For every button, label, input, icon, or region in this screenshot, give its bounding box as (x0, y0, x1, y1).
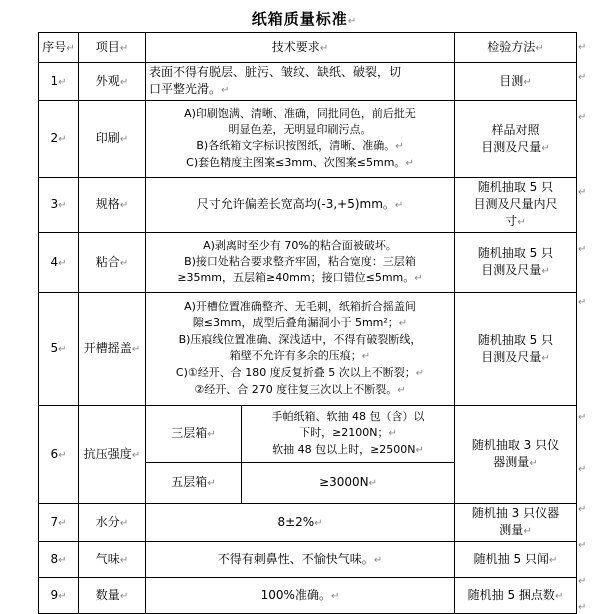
sub-item-three-layer: 三层箱↵ (146, 406, 242, 463)
header-cell: 项目↵ (79, 33, 146, 63)
quality-standard-table (38, 32, 577, 614)
row-item: 粘合↵ (79, 233, 146, 293)
paragraph-mark: ↵ (578, 576, 587, 587)
header-cell: 检验方法↵ (455, 33, 577, 63)
row-number: 9↵ (39, 578, 79, 614)
row-requirement: 100%准确。↵ (146, 578, 455, 614)
row-requirement: 表面不得有脱层、脏污、皱纹、缺纸、破裂，切 口平整光滑。↵ (146, 63, 455, 101)
table-row (39, 504, 577, 542)
row-item: 水分↵ (79, 504, 146, 542)
row-number: 1↵ (39, 63, 79, 101)
table-row (39, 293, 577, 406)
row-number: 6↵ (39, 406, 79, 504)
paragraph-mark: ↵ (578, 72, 587, 83)
paragraph-mark: ↵ (347, 16, 358, 27)
row-number: 4↵ (39, 233, 79, 293)
table-header-row (39, 33, 577, 63)
row-requirement: 8±2%↵ (146, 504, 455, 542)
sub-requirement: 手帕纸箱、软抽 48 包（含）以 下时，≥2100N；↵ 软抽 48 包以上时，≥2500N↵ (242, 406, 455, 463)
paragraph-mark: ↵ (578, 244, 587, 255)
paragraph-mark: ↵ (578, 602, 587, 613)
paragraph-mark: ↵ (578, 504, 587, 515)
row-requirement: 尺寸允许偏差长宽高均(-3,+5)mm。↵ (146, 178, 455, 233)
row-number: 7↵ (39, 504, 79, 542)
sub-item-five-layer: 五层箱↵ (146, 463, 242, 504)
paragraph-mark: ↵ (578, 42, 587, 53)
row-item: 开槽摇盖↵ (79, 293, 146, 406)
row-method: 随机抽取 5 只 目测及尺量↵ (455, 233, 577, 293)
row-requirement: 不得有刺鼻性、不愉快气味。↵ (146, 542, 455, 578)
row-number: 5↵ (39, 293, 79, 406)
row-number: 8↵ (39, 542, 79, 578)
row-method: 随机抽 5 捆点数↵ (455, 578, 577, 614)
row-method: 随机抽取 5 只 目测及尺量内尺 寸↵ (455, 178, 577, 233)
row-requirement: A)剥离时至少有 70%的粘合面被破坏。 B)接口处粘合要求整齐牢固，粘合宽度：三层箱 ≥35mm，五层箱≥40mm；接口错位≤5mm。↵ (146, 233, 455, 293)
sub-requirement: ≥3000N↵ (242, 463, 455, 504)
row-item: 抗压强度↵ (79, 406, 146, 504)
row-number: 3↵ (39, 178, 79, 233)
row-method: 随机抽 5 只闻↵ (455, 542, 577, 578)
table-row (39, 233, 577, 293)
paragraph-mark: ↵ (578, 412, 587, 423)
row-method: 目测↵ (455, 63, 577, 101)
row-item: 气味↵ (79, 542, 146, 578)
row-item: 数量↵ (79, 578, 146, 614)
title-text: 纸箱质量标准 (251, 10, 348, 28)
table-row (39, 63, 577, 101)
row-method: 样品对照 目测及尺量↵ (455, 101, 577, 178)
paragraph-mark: ↵ (578, 540, 587, 551)
row-requirement: A)开槽位置准确整齐、无毛刺，纸箱折合摇盖间 隙≤3mm，成型后叠角漏洞小于 5mm²；↵ B)压痕线位置准确、深浅适中，不得有破裂断线， 箱壁不允许有多余的压痕；↵ C)①经开、合 180 度反复折叠 5 次以上不断裂；↵ ②经开、合 270 度往复三次以上不断裂。↵ (146, 293, 455, 406)
table-row (39, 101, 577, 178)
table-row (39, 578, 577, 614)
header-cell: 序号↵ (39, 33, 79, 63)
paragraph-mark: ↵ (578, 464, 587, 475)
paragraph-mark: ↵ (578, 187, 587, 198)
header-cell: 技术要求↵ (146, 33, 455, 63)
row-item: 印刷↵ (79, 101, 146, 178)
row-method: 随机抽取 3 只仪 器测量↵ (455, 406, 577, 504)
paragraph-mark: ↵ (578, 297, 587, 308)
table-row (39, 542, 577, 578)
row-method: 随机抽取 5 只 目测及尺量↵ (455, 293, 577, 406)
paragraph-mark: ↵ (578, 112, 587, 123)
row-item: 外观↵ (79, 63, 146, 101)
row-number: 2↵ (39, 101, 79, 178)
row-requirement: A)印刷饱满、清晰、准确，同批同色，前后批无 明显色差，无明显印刷污点。 B)各纸箱文字标识按图纸，清晰、准确。↵ C)套色精度主图案≤3mm、次图案≤5mm。↵ (146, 101, 455, 178)
document-title (0, 8, 609, 29)
table-row (39, 178, 577, 233)
row-item: 规格↵ (79, 178, 146, 233)
table-row (39, 406, 577, 463)
row-method: 随机抽 3 只仪器 测量↵ (455, 504, 577, 542)
